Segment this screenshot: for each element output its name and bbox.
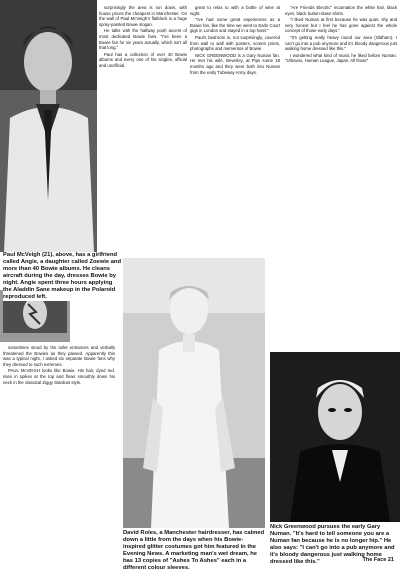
col4-para-1: "Are Friends Electric" incarnation the white hair, black eyes, black button-down shirts. [285, 5, 397, 16]
article-column-4 [285, 5, 397, 345]
caption-david-roles: David Roles, a Manchester hairdresser, has calmed down a little from the days when his Bowie-inspired glitter costumes got him featured in the Evening News. A marketing man's wet dream, he has 13 copies of "Ashes To Ashes" each in a different colour sleeves. [123, 530, 265, 571]
col4-para-4: I wondered what kind of music he liked before Numan. "Ultravox, Human League, Japan. All those" [285, 52, 397, 64]
caption-paul-mcveigh: Paul McVeigh (21), above, has a girlfriend called Angie, a daughter called Zoewie and more than 40 Bowie albums. He cleans aircraft during the day, dresses Bowie by night. Angie spent three hours applying the Aladdin Sane makeup in the Polaroid reproduced left. [3, 252, 122, 300]
col2-para-3: Paul has a collection of over 40 Bowie albums and every one of his singles, official and unofficial. [99, 51, 187, 68]
col1-para-2: PAUL McVEIGH looks like Bowie. His hair, dyed red, rises in spikes at the top and flows smoothly down his neck in the classical Ziggy Stardust style. [3, 368, 115, 385]
col4-para-3: "It's getting really heavy round our area (Oldham). I can't go into a pub anymore and it's bloody dangerous just walking home dressed like this." [285, 34, 397, 52]
article-column-3 [190, 5, 280, 253]
col3-para-3: Paul's bedroom is, not surprisingly, covered from wall to wall with posters, screen prints, photographs and mementos of Bowie. [190, 34, 280, 52]
page-footer: The Face 21 [362, 557, 394, 563]
col4-para-2: "I liked Numan at first because he was quiet, shy and very honest but I feel he has gone against the whole concept of those early days." [285, 17, 397, 34]
photo-david-roles [123, 258, 265, 528]
col1-para-1: sometimes stood by the toilet entrances and verbally threatened the Bowies as they passed. Apparently this was a typical night, I asked six separate Bowie fans why they dressed to such extremes. [3, 345, 115, 367]
article-column-1 [3, 345, 115, 525]
col3-para-2: "I've had some great experiences as a Bowie fan, like the time we went to Earls Court gigs in London and stayed in a top hotel." [190, 17, 280, 34]
caption-nick-greenwood: Nick Greenwood pursues the early Gary Numan. "It's hard to tell someone you are a Numan fan because he is no longer hip." He also says: "I can't go into a pub anymore and it's bloody dangerous just walking home dressed like this." [270, 524, 398, 566]
photo-paul-mcveigh [0, 0, 97, 252]
col2-para-1: surprisingly the area is run down, with house prices the cheapest in Manchester. On the wall of Paul McVeigh's flatblock is a huge spray-painted Bowie slogan. [99, 5, 187, 27]
article-column-2 [99, 5, 187, 253]
col3-para-1: great to relax to with a bottle of wine at night. [190, 5, 280, 16]
photo-nick-greenwood [270, 352, 400, 522]
col2-para-2: He talks with the halfway posh accent of most dedicated Bowie fans. "I've been a Bowie fan for six years actually, which isn't all that long." [99, 28, 187, 51]
col3-para-4: NICK GREENWOOD is a Gary Numan fan. He met his wife, Beverley, at Pips some 18 months ago and they were both into Numan from the early Tubeway Army days. [190, 52, 280, 75]
